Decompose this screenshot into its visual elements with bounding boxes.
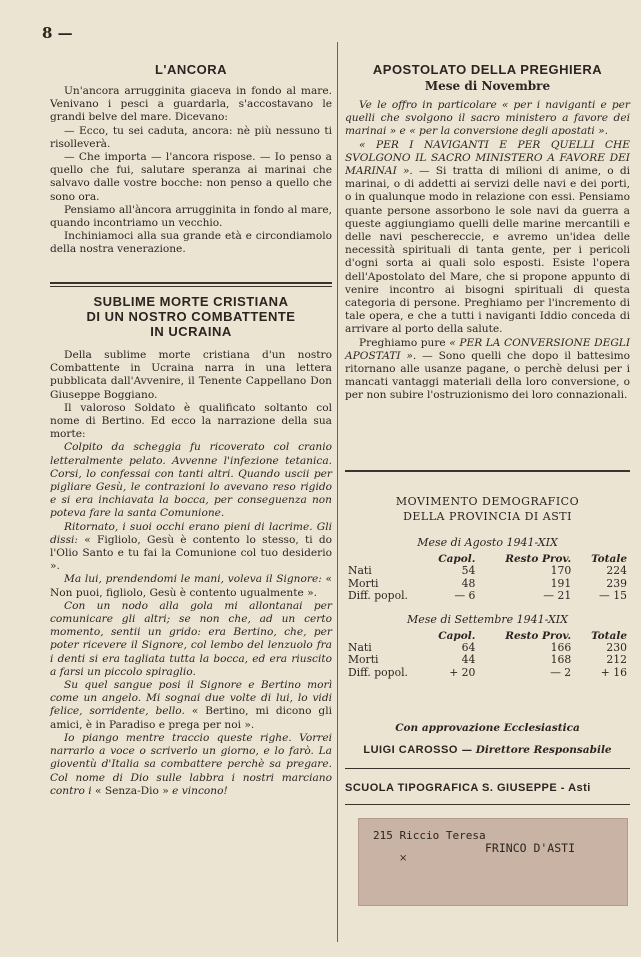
row-label: Morti (348, 576, 379, 590)
morte-quote (50, 732, 332, 798)
movimento-title-line: MOVIMENTO DEMOGRAFICO (395, 495, 580, 508)
ancora-paragraph: — Ecco, tu sei caduta, ancora: nè più nessuno ti risolleverà. (50, 124, 332, 150)
quote-italic: Su quel sangue posi il Signore e Bertino morì come un angelo. Mi sognai due volte di lui, lo vidi felice, sorridente, bello. (50, 679, 332, 718)
section-rule-thin (50, 286, 332, 287)
row-label: Nati (348, 640, 372, 654)
apostolato-text: Preghiamo pure (359, 336, 446, 349)
quote-italic: Ma lui, prendendomi le mani, voleva il Signore: (64, 573, 322, 586)
table-cell: + 16 (600, 665, 627, 679)
settembre-table (345, 630, 630, 680)
section-rule (50, 282, 332, 284)
table-cell: — 21 (543, 589, 572, 602)
table-cell: — 2 (550, 665, 572, 679)
table-row (345, 654, 630, 667)
approval-note: Con approvazione Ecclesiastica (395, 722, 580, 734)
table-cell: 48 (461, 576, 476, 590)
column-divider (337, 42, 338, 942)
page-number: 8 — (42, 24, 73, 42)
table-cell: 44 (461, 653, 476, 666)
subscriber-town: FRINCO D'ASTI (485, 841, 576, 855)
address-label (358, 818, 628, 906)
morte-title-line: IN UCRAINA (150, 324, 232, 339)
table-header: Totale (591, 629, 627, 642)
apostolato-body (345, 99, 630, 403)
table-cell: 54 (461, 564, 476, 577)
agosto-table (345, 553, 630, 603)
morte-quote: Colpito da scheggia fu ricoverato col cranio letteralmente pelato. Avvenne l'infezione tetanica. Corsi, lo confessai con tanti altri. Quando uscii per pigliare Gesù, le contrazioni lo avevano reso rigido e si era inchiavata la bocca, per conseguenza non poteva fare la santa Comunione. (50, 441, 332, 520)
director-name: LUIGI CAROSSO (363, 744, 458, 756)
table-row (345, 565, 630, 578)
apostolato-caps: « PER LA CONVERSIONE DEGLI APOSTATI ». (345, 336, 631, 362)
table-cell: 212 (606, 653, 627, 666)
month-label: Mese di Agosto 1941-XIX (417, 536, 558, 549)
printer-line (345, 782, 630, 794)
apostolato-paragraph (345, 337, 630, 403)
quote-normal: « Non puoi, figliolo, Gesù è contento ugualmente ». (50, 573, 332, 599)
table-row (345, 642, 630, 655)
morte-quote (50, 521, 332, 574)
morte-title-line: DI UN NOSTRO COMBATTENTE (86, 309, 296, 324)
table-header: Resto Prov. (505, 553, 572, 565)
table-header-row (345, 553, 630, 565)
table-cell: 168 (550, 653, 572, 666)
morte-quote: Con un nodo alla gola mi allontanai per comunicare gli altri; se non che, ad un certo momento, sentii un grido: era Bertino, che, per poter ricevere il Signore, col lembo del lenzuolo fra i denti si era tagliata tutta la bocca, ed era riuscito a farsi un piccolo spiraglio. (50, 599, 332, 678)
apostolato-article (345, 62, 630, 403)
morte-body (50, 349, 332, 798)
morte-title (50, 294, 332, 339)
table-cell: 170 (550, 564, 572, 577)
apostolato-title: APOSTOLATO DELLA PREGHIERA (372, 62, 603, 77)
table-cell: 191 (550, 576, 572, 590)
table-cell: 230 (606, 640, 627, 654)
ancora-paragraph: Un'ancora arrugginita giaceva in fondo al mare. Venivano i pesci a guardarla, s'accostavano le grandi belve del mare. Dicevano: (50, 85, 332, 124)
movimento-title (345, 494, 630, 524)
quote-italic: e vincono! (172, 784, 228, 797)
morte-quote (50, 573, 332, 599)
row-label: Diff. popol. (348, 589, 408, 602)
apostolato-subtitle: Mese di Novembre (424, 79, 551, 93)
row-label: Morti (348, 653, 379, 666)
table-cell: 166 (550, 640, 572, 654)
table-header (345, 630, 421, 642)
table-row (345, 667, 630, 680)
movimento-section (345, 494, 630, 679)
row-label: Nati (348, 564, 372, 577)
table-cell: — 6 (454, 589, 476, 602)
subscriber-line: 215 Riccio Teresa (373, 829, 486, 842)
quote-normal: « Figliolo, Gesù è contento lo stesso, ti do l'Olio Santo e tu fai la Comunione col tuo desiderio ». (50, 533, 332, 573)
table-header: Capol. (438, 553, 476, 565)
morte-article (50, 294, 332, 798)
morte-title-line: SUBLIME MORTE CRISTIANA (93, 294, 289, 309)
quote-normal: « Senza-Dio » (94, 784, 169, 797)
month-label: Mese di Settembre 1941-XIX (407, 612, 568, 626)
director-line (345, 744, 630, 756)
table-header-row (345, 630, 630, 642)
table-cell: 224 (606, 564, 627, 577)
morte-quote (50, 679, 332, 732)
table-cell: — 15 (599, 589, 627, 602)
apostolato-text: — Sono quelli che dopo il battesimo ritornano alle usanze pagane, o perchè delusi per i mancati vantaggi materiali della loro conversione, o per non subire l'ostruzionismo dei loro connazionali. (345, 349, 631, 402)
ancora-body (50, 85, 332, 257)
table-header: Capol. (438, 629, 476, 642)
table-cell: 239 (606, 576, 627, 590)
apostolato-caps: « PER I NAVIGANTI E PER QUELLI CHE SVOLGONO IL SACRO MINISTERO A FAVORE DEI MARINAI ». (345, 138, 630, 178)
table-cell: 64 (461, 640, 476, 654)
section-rule (345, 470, 630, 472)
quote-normal: « Bertino, mi dicono gli amici, è in Paradiso e prega per noi ». (50, 705, 332, 731)
ancora-title: L'ANCORA (154, 62, 228, 77)
apostolato-paragraph: Ve le offro in particolare « per i naviganti e per quelli che svolgono il sacro ministero a favore dei marinai » e « per la conversione degli apostati ». (345, 99, 630, 138)
movimento-title-line: DELLA PROVINCIA DI ASTI (403, 510, 572, 523)
director-role: — Direttore Responsabile (461, 744, 612, 756)
ancora-paragraph: Inchiniamoci alla sua grande età e circondiamolo della nostra venerazione. (50, 230, 332, 256)
ancora-paragraph: Pensiamo all'àncora arrugginita in fondo al mare, quando incontriamo un vecchio. (50, 203, 332, 230)
ancora-article (50, 62, 332, 257)
ancora-paragraph: — Che importa — l'ancora rispose. — Io penso a quello che fui, salutare speranza ai marinai che salvavo dalle vostre bocche: non penso a quello che sono ora. (50, 151, 332, 203)
colophon (345, 722, 630, 756)
apostolato-text: — Si tratta di milioni di anime, o di marinai, o di addetti ai servizi delle navi e dei porti, o in qualunque modo in relazione con essi. Pensiamo quante persone assorbono le sole navi da guerra a queste aggiungiamo quelli delle marine mercantili e delle navi peschereccie, e avremo un'idea delle necessità spirituali di tanta gente, per i pericoli d'ogni sorta ai quali solo esposti. Esiste l'opera dell'Apostolato del Mare, che si propone appunto di venire incontro ai bisogni spirituali di questa categoria di persone. Preghiamo per l'incremento di tale opera, e che a tutti i naviganti Iddio conceda di arrivare al porto della salute. (345, 165, 631, 336)
morte-intro: Il valoroso Soldato è qualificato soltanto col nome di Bertino. Ed ecco la narrazione della sua morte: (50, 401, 332, 441)
morte-intro: Della sublime morte cristiana d'un nostro Combattente in Ucraina narra in una lettera pubblicata dall'Avvenire, il Tenente Cappellano Don Giuseppe Boggiano. (50, 349, 332, 401)
table-header: Totale (591, 553, 627, 565)
table-header: Resto Prov. (505, 629, 572, 642)
table-row (345, 590, 630, 603)
table-cell: + 20 (449, 665, 476, 679)
quote-italic: Ritornato, i suoi occhi erano pieni di lacrime. Gli dissi: (50, 520, 332, 546)
row-label: Diff. popol. (348, 665, 408, 679)
apostolato-paragraph (345, 139, 630, 337)
quote-italic: Io piango mentre traccio queste righe. Vorrei narrarlo a voce o scriverlo un giorno, e lo farò. La gioventù d'Italia sa combattere perchè sa pregare. Col nome di Dio sulle labbra i nostri marciano contro i (50, 731, 332, 797)
colophon-rule (345, 768, 630, 769)
printer-name: SCUOLA TIPOGRAFICA S. GIUSEPPE - Asti (345, 782, 591, 794)
label-mark: × (399, 853, 408, 864)
printer-rule (345, 804, 630, 805)
